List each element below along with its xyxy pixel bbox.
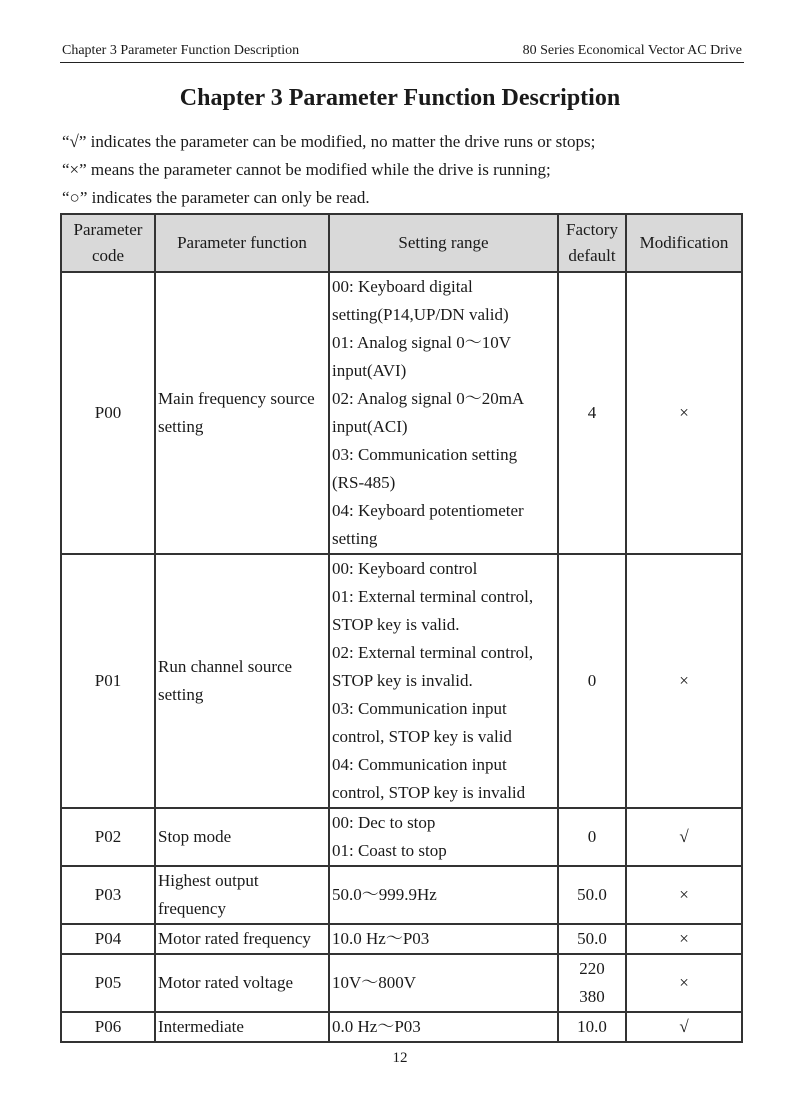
table-header-row — [61, 214, 742, 272]
setting-range: 10V～800V — [329, 954, 558, 1012]
header-chapter-title: Chapter 3 Parameter Function Description — [62, 43, 300, 58]
note-not-modifiable-running: “×” means the parameter cannot be modified while the drive is running; — [62, 160, 551, 179]
modification-flag: × — [626, 954, 742, 1012]
setting-range: 00: Keyboard digital setting(P14,UP/DN valid) 01: Analog signal 0～10V input(AVI) 02: Analog signal 0～20mA input(ACI) 03: Communication setting (RS-485) 04: Keyboard potentiometer setting — [329, 272, 558, 554]
table-row — [61, 866, 742, 924]
modification-flag: √ — [626, 1012, 742, 1042]
column-header-code: Parameter code — [61, 214, 155, 272]
param-code: P00 — [61, 272, 155, 554]
column-header-function: Parameter function — [155, 214, 329, 272]
param-code: P06 — [61, 1012, 155, 1042]
modification-flag: √ — [626, 808, 742, 866]
param-function: Motor rated frequency — [155, 924, 329, 954]
factory-default: 0 — [558, 554, 626, 808]
table-row — [61, 554, 742, 808]
factory-default: 50.0 — [558, 924, 626, 954]
table-row — [61, 808, 742, 866]
param-function: Main frequency source setting — [155, 272, 329, 554]
param-code: P01 — [61, 554, 155, 808]
factory-default: 10.0 — [558, 1012, 626, 1042]
param-function: Highest output frequency — [155, 866, 329, 924]
table-row — [61, 1012, 742, 1042]
note-modifiable: “√” indicates the parameter can be modified, no matter the drive runs or stops; — [62, 132, 596, 151]
modification-flag: × — [626, 272, 742, 554]
setting-range: 50.0～999.9Hz — [329, 866, 558, 924]
legend-notes — [62, 128, 742, 212]
param-code: P02 — [61, 808, 155, 866]
factory-default: 220 380 — [558, 954, 626, 1012]
column-header-modification: Modification — [626, 214, 742, 272]
running-header — [60, 40, 744, 63]
factory-default: 0 — [558, 808, 626, 866]
param-code: P05 — [61, 954, 155, 1012]
modification-flag: × — [626, 866, 742, 924]
page-title: Chapter 3 Parameter Function Description — [179, 85, 621, 111]
modification-flag: × — [626, 924, 742, 954]
parameter-table — [60, 213, 743, 1043]
table-row — [61, 924, 742, 954]
column-header-range: Setting range — [329, 214, 558, 272]
table-row — [61, 272, 742, 554]
setting-range: 00: Keyboard control 01: External terminal control, STOP key is valid. 02: External terminal control, STOP key is invalid. 03: Communication input control, STOP key is valid 04: Communication input control, STOP key is invalid — [329, 554, 558, 808]
param-code: P03 — [61, 866, 155, 924]
param-function: Run channel source setting — [155, 554, 329, 808]
page-number: 12 — [392, 1050, 408, 1066]
param-function: Stop mode — [155, 808, 329, 866]
setting-range: 10.0 Hz～P03 — [329, 924, 558, 954]
param-function: Intermediate — [155, 1012, 329, 1042]
header-product-title: 80 Series Economical Vector AC Drive — [522, 43, 742, 58]
note-read-only: “○” indicates the parameter can only be read. — [62, 188, 370, 207]
column-header-default: Factory default — [558, 214, 626, 272]
param-code: P04 — [61, 924, 155, 954]
modification-flag: × — [626, 554, 742, 808]
setting-range: 00: Dec to stop 01: Coast to stop — [329, 808, 558, 866]
factory-default: 4 — [558, 272, 626, 554]
factory-default: 50.0 — [558, 866, 626, 924]
param-function: Motor rated voltage — [155, 954, 329, 1012]
table-row — [61, 954, 742, 1012]
setting-range: 0.0 Hz～P03 — [329, 1012, 558, 1042]
